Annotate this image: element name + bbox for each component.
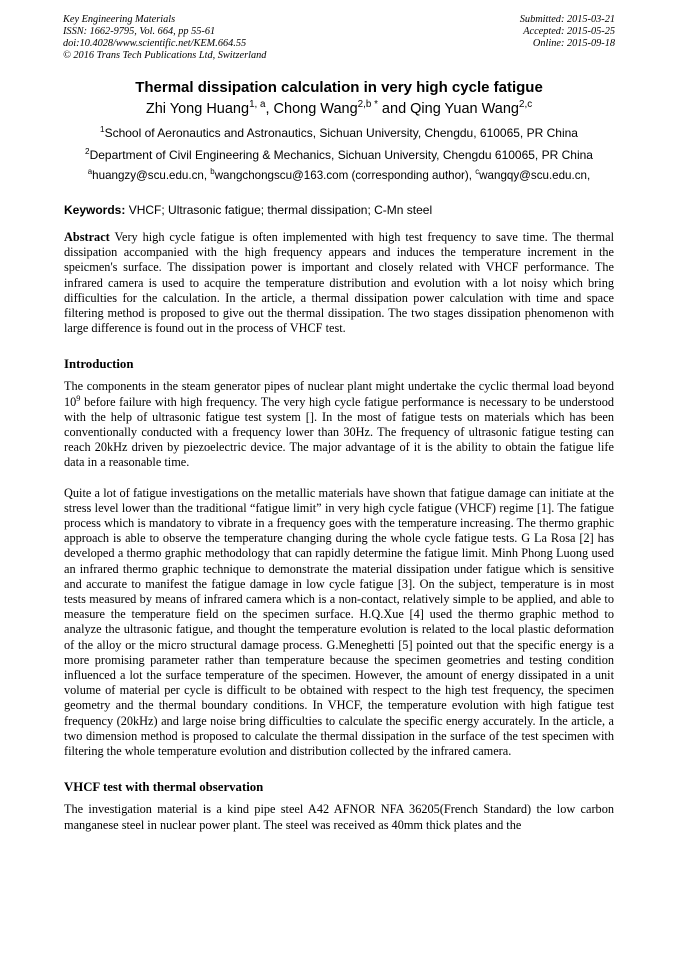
section-heading-vhcf-test: VHCF test with thermal observation [64,780,264,795]
author-separator: and [377,101,411,117]
author-affiliation-mark: 1, a [249,99,266,111]
paper-body [64,78,614,833]
introduction-paragraph-1 [64,379,614,470]
accepted-date: Accepted: 2015-05-25 [523,26,615,37]
vhcf-paragraph-1: The investigation material is a kind pipe steel A42 AFNOR NFA 36205(French Standard) the low carbon manganese steel in nuclear power plant. The steel was received as 40mm thick plates and the [64,802,614,832]
copyright-line: © 2016 Trans Tech Publications Ltd, Switzerland [63,50,267,61]
author-name: Chong Wang [273,101,358,117]
online-date: Online: 2015-09-18 [532,38,615,49]
author-list [64,100,614,119]
email-address: wangqy@scu.edu.cn, [479,169,591,182]
author-affiliation-mark: 2,b * [357,99,378,111]
author-emails [64,168,614,183]
email-mark: c [475,167,480,177]
abstract-paragraph [64,230,614,336]
email-mark: a [87,167,93,177]
keywords-line [64,203,614,218]
journal-header-right [520,14,615,50]
abstract-text: Very high cycle fatigue is often implemented with high test frequency to save time. The thermal dissipation accompanied with the high frequency appears and induces the temperature increment in the speicmen's surface. The dissipation power is important and closely related with VHCF performance. The infrared camera is used to acquire the temperature distribution and evolution with a lot noisy which bring difficulties for the calculation. In the article, a thermal dissipation power calculation with time and space filtering method is proposed to give out the thermal dissipation. The two stages dissipation phenomenon with large difference is found out in the process of VHCF test. [64,230,614,336]
affiliation-mark: 2 [85,147,90,156]
submitted-date: Submitted: 2015-03-21 [519,14,615,25]
doi-line: doi:10.4028/www.scientific.net/KEM.664.55 [63,38,247,49]
keywords-text: VHCF; Ultrasonic fatigue; thermal dissipation; C-Mn steel [125,203,433,217]
introduction-paragraph-2: Quite a lot of fatigue investigations on the metallic materials have shown that fatigue damage can initiate at the stress level lower than the traditional “fatigue limit” in very high cycle fatigue (VHCF) regime [1]. The fatigue process which is mandatory to vibrate in a frequency goes with the temperature increasing. The thermo graphic approach is able to observe the temperature changing during the whole cycle fatigue tests. G La Rosa [2] has developed a thermo graphic methodology that can rapidly determine the fatigue limit. Minh Phong Luong used an infrared thermo graphic technique to demonstrate the material dissipation under fatigue which is sensitive and accurate to manifest the fatigue damage in low cycle fatigue [3]. On the subject, temperature is in most tests measured by means of infrared camera which is a non-contact, relatively simple to be applied, and able to measure the temperature field on the specimen surface. H.Q.Xue [4] used the thermo graphic method to analyze the ultrasonic fatigue, and thought the temperature evolution is related to the local plastic deformation of the alloy or the micro structural damage process. G.Meneghetti [5] pointed out that the specific energy is a more promising parameter rather than temperature because the specimen geometries and testing condition influenced a lot the surface temperature of the specimen. However, the amount of energy dissipated in a unit volume of material per cycle is difficult to be obtained with respect to the high test frequency, the specimen geometry and the thermal boundary conditions. In VHCF, the temperature evolution with high fatigue test frequency (20kHz) and large noise bring difficulties to calculate the specific energy accurately. In the article, a two dimension method is proposed to calculate the thermal dissipation in the surface of the test specimen with filtering the whole temperature evolution and distribution collected by the infrared camera. [64,485,614,759]
email-address: wangchongscu@163.com (corresponding author), [214,169,476,182]
affiliation-2 [64,148,614,163]
abstract-label: Abstract [64,230,110,244]
author-name: Zhi Yong Huang [145,101,250,117]
paper-title: Thermal dissipation calculation in very high cycle fatigue [135,79,543,96]
section-heading-introduction: Introduction [64,357,134,372]
email-mark: b [210,167,215,177]
email-address: huangzy@scu.edu.cn, [92,169,211,182]
affiliation-text: School of Aeronautics and Astronautics, Sichuan University, Chengdu, 610065, PR China [104,126,578,140]
journal-name: Key Engineering Materials [63,14,176,25]
paragraph-text: The components in the steam generator pipes of nuclear plant might undertake the cyclic thermal load beyond 10 [64,379,614,409]
affiliation-text: Department of Civil Engineering & Mechanics, Sichuan University, Chengdu 610065, PR China [89,148,593,162]
paragraph-text: before failure with high frequency. The very high cycle fatigue performance is necessary to be understood with the help of ultrasonic fatigue test system []. In the most of fatigue tests on materials which has been conventionally conducted with a frequency lower than 30Hz. The frequency of ultrasonic fatigue testing can reach 20kHz driven by piezoelectric device. The major advantage of it is the ability to obtain the fatigue life data in a reasonable time. [64,394,614,470]
issn-line: ISSN: 1662-9795, Vol. 664, pp 55-61 [63,26,216,37]
author-affiliation-mark: 2,c [518,99,533,111]
affiliation-1 [64,126,614,141]
journal-header-left [63,14,266,62]
exponent: 9 [76,393,81,403]
author-separator: , [265,101,274,117]
affiliation-mark: 1 [100,125,105,134]
keywords-label: Keywords: [64,203,126,217]
author-name: Qing Yuan Wang [410,101,519,117]
